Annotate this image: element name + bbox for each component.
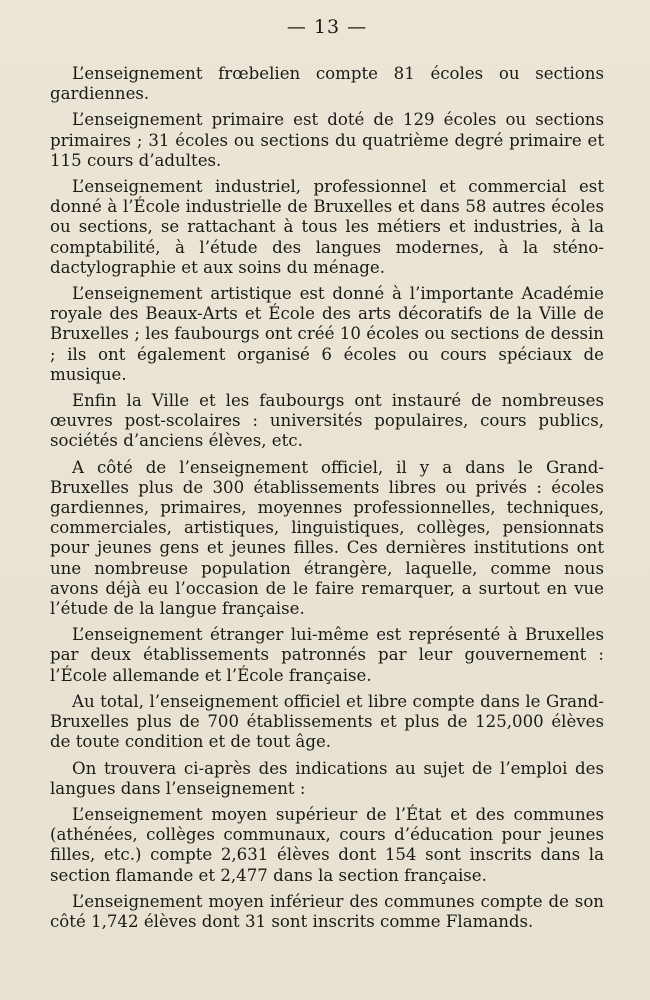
paragraph-secondary-lower: L’enseignement moyen inférieur des communes compte de son côté 1,742 élèves dont 31 sont inscrits comme Flamands. bbox=[50, 891, 604, 931]
paragraph-languages-intro: On trouvera ci-après des indications au sujet de l’emploi des langues dans l’enseignement : bbox=[50, 758, 604, 798]
paragraph-industrial: L’enseignement industriel, professionnel et commercial est donné à l’École industrielle de Bruxelles et dans 58 autres écoles ou sections, se rattachant à tous les métiers et industries, à la comptabilité, à l’étude des langues modernes, à la sténo-dactylographie et aux soins du ménage. bbox=[50, 177, 604, 277]
paragraph-froebel: L’enseignement frœbelien compte 81 écoles ou sections gardiennes. bbox=[50, 64, 604, 104]
paragraph-total: Au total, l’enseignement officiel et libre compte dans le Grand-Bruxelles plus de 700 établissements et plus de 125,000 élèves de toute condition et de tout âge. bbox=[50, 691, 604, 752]
paragraph-artistic: L’enseignement artistique est donné à l’importante Académie royale des Beaux-Arts et École des arts décoratifs de la Ville de Bruxelles ; les faubourgs ont créé 10 écoles ou sections de dessin ; ils ont également organisé 6 écoles ou cours spéciaux de musique. bbox=[50, 284, 604, 384]
paragraph-secondary-upper: L’enseignement moyen supérieur de l’État et des communes (athénées, collèges communaux, cours d’éducation pour jeunes filles, etc.) compte 2,631 élèves dont 154 sont inscrits dans la section flamande et 2,477 dans la section française. bbox=[50, 804, 604, 885]
paragraph-private: A côté de l’enseignement officiel, il y a dans le Grand-Bruxelles plus de 300 établissements libres ou privés : écoles gardiennes, primaires, moyennes professionnelles, techniques, commerciales, artistiques, linguistiques, collèges, pensionnats pour jeunes gens et jeunes filles. Ces dernières institutions ont une nombreuse population étrangère, laquelle, comme nous avons déjà eu l’occasion de le faire remarquer, a surtout en vue l’étude de la langue française. bbox=[50, 457, 604, 619]
paragraph-post-school: Enfin la Ville et les faubourgs ont instauré de nombreuses œuvres post-scolaires : universités populaires, cours publics, sociétés d’anciens élèves, etc. bbox=[50, 391, 604, 451]
paragraph-foreign: L’enseignement étranger lui-même est représenté à Bruxelles par deux établissements patronnés par leur gouvernement : l’École allemande et l’École française. bbox=[50, 625, 604, 685]
paragraph-primary: L’enseignement primaire est doté de 129 écoles ou sections primaires ; 31 écoles ou sections du quatrième degré primaire et 115 cours d’adultes. bbox=[50, 110, 604, 170]
page-number: — 13 — bbox=[286, 16, 368, 38]
